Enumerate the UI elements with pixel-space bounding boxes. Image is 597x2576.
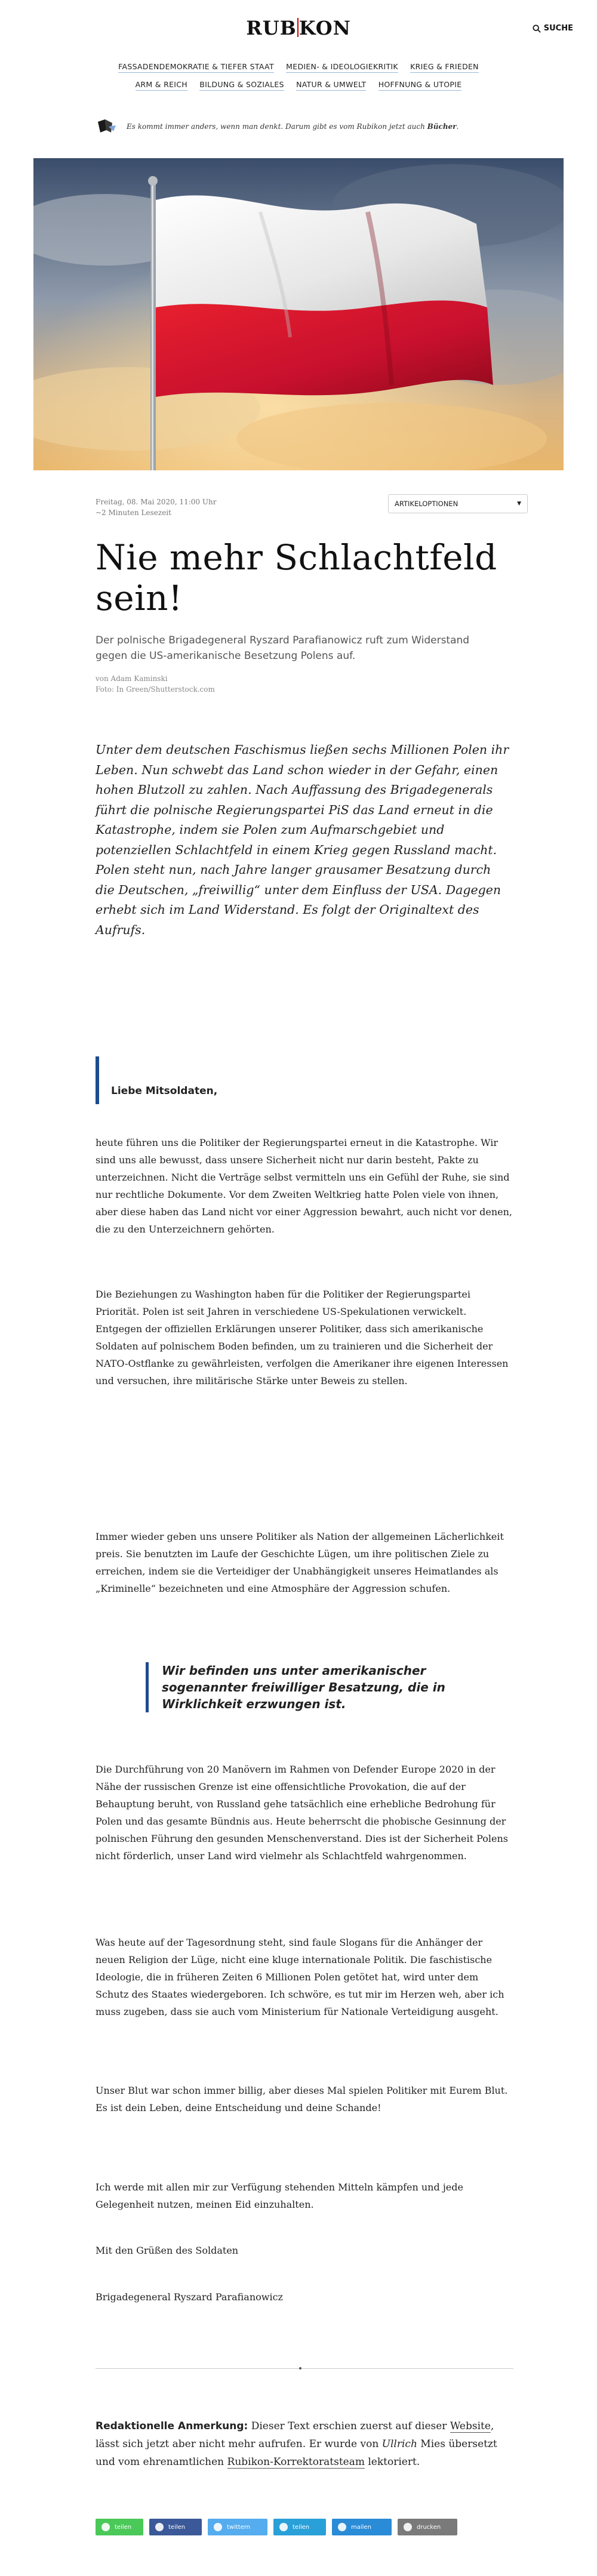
print-icon [404, 2523, 412, 2531]
article-byline [96, 673, 215, 695]
share-label: teilen [168, 2523, 186, 2531]
article-lead: Unter dem deutschen Faschismus ließen sechs Millionen Polen ihr Leben. Nun schwebt das Land schon wieder in der Gefahr, einen hohen Blutzoll zu zahlen. Nach Auffassung des Brigadegenerals führt die polnische Regierungspartei PiS das Land erneut in die Katastrophe, indem sie Polen zum Aufmarschgebiet und potenziellen Schlachtfeld in einem Krieg gegen Russland macht. Polen steht nun, nach Jahre langer grausamer Besatzung durch die Deutschen, „freiwillig“ unter dem Einfluss der USA. Dagegen erhebt sich im Land Widerstand. Es folgt der Originaltext des Aufrufs. [96, 742, 509, 937]
promo-text [127, 122, 458, 131]
telegram-share-button[interactable] [273, 2519, 326, 2535]
promo-end: . [456, 122, 459, 131]
search-button[interactable] [533, 24, 573, 33]
body-paragraph: Was heute auf der Tagesordnung steht, sind faule Slogans für die Anhänger der neuen Religion der Lüge, nicht eine kluge internationale Politik. Die faschistische Ideologie, die in früheren Zeiten 6 Millionen Polen getötet hat, wird unter dem Schutz des Staates wiedergeboren. Ich schwöre, es tut mir im Herzen weh, aber ich muss zugeben, dass sie auch vom Ministerium für Nationale Verteidigung ausgeht. [96, 1937, 504, 2017]
book-icon [96, 118, 116, 135]
article-options-dropdown[interactable] [388, 494, 528, 513]
body-paragraph: Die Durchführung von 20 Manövern im Rahmen von Defender Europe 2020 in der Nähe der russischen Grenze ist eine offensichtliche Provokation, die auf der Behauptung beruht, von Russland gehe tatsächlich eine erhebliche Bedrohung für Polen und das gesamte Bündnis aus. Heute beherrscht die phobische Gesinnung der polnischen Führung den gesunden Menschenverstand. Dies ist der Sicherheit Polens nicht förderlich, unser Land wird vielmehr als Schlachtfeld wahrgenommen. [96, 1764, 508, 1862]
search-icon [533, 24, 541, 33]
nav-item[interactable]: FASSADENDEMOKRATIE & TIEFER STAAT [118, 62, 274, 73]
note-text: Dieser Text erschien zuerst auf dieser [248, 2420, 450, 2432]
promo-sentence: Es kommt immer anders, wenn man denkt. Darum gibt es vom Rubikon jetzt auch [127, 122, 427, 131]
twitter-icon [214, 2523, 222, 2531]
share-label: mailen [351, 2523, 371, 2531]
author[interactable]: von Adam Kaminski [96, 674, 168, 683]
body-paragraph: Immer wieder geben uns unsere Politiker als Nation der allgemeinen Lächerlichkeit preis. Sie benutzten im Laufe der Geschichte Lügen, um ihre politischen Ziele zu erreichen, indem sie die Verteidiger der Unabhängigkeit unseres Heimatlandes als „Kriminelle“ bezeichneten und eine Atmosphäre der Aggression schufen. [96, 1531, 504, 1594]
hero-image [33, 158, 564, 470]
book-promo [96, 118, 513, 135]
letter-signature: Brigadegeneral Ryszard Parafianowicz [96, 2291, 283, 2303]
logo-red-bar [297, 18, 298, 37]
nav-item[interactable]: ARM & REICH [136, 80, 187, 91]
nav-row-1 [0, 62, 597, 73]
promo-books-link[interactable]: Bücher [427, 122, 457, 131]
email-share-button[interactable] [332, 2519, 392, 2535]
email-icon [338, 2523, 346, 2531]
article-meta [96, 497, 216, 518]
note-text: lektoriert. [364, 2456, 420, 2468]
nav-item[interactable]: MEDIEN- & IDEOLOGIEKRITIK [286, 62, 398, 73]
nav-item[interactable]: HOFFNUNG & UTOPIE [378, 80, 462, 91]
note-translator-name: Ullrich [381, 2438, 417, 2450]
divider [96, 2368, 513, 2369]
site-header [0, 0, 597, 60]
note-text: Mies übersetzt und vom ehrenamtlichen [96, 2438, 497, 2468]
nav-item[interactable]: BILDUNG & SOZIALES [199, 80, 284, 91]
article-options-label: ARTIKELOPTIONEN [395, 500, 458, 508]
logo-text-right: KON [298, 17, 351, 39]
body-paragraph: Unser Blut war schon immer billig, aber dieses Mal spielen Politiker mit Eurem Blut. Es ist dein Leben, deine Entscheidung und deine Schande! [96, 2085, 508, 2113]
nav-row-2 [0, 80, 597, 91]
editorial-note [96, 2417, 513, 2471]
print-button[interactable] [398, 2519, 457, 2535]
share-label: drucken [417, 2523, 441, 2531]
whatsapp-share-button[interactable] [96, 2519, 143, 2535]
twitter-share-button[interactable] [208, 2519, 267, 2535]
share-label: twittern [227, 2523, 251, 2531]
reading-time: ~2 Minuten Lesezeit [96, 509, 171, 517]
body-paragraph: Ich werde mit allen mir zur Verfügung stehenden Mitteln kämpfen und jede Gelegenheit nutzen, meinen Eid einzuhalten. [96, 2181, 463, 2210]
category-nav [0, 62, 597, 98]
article-title: Nie mehr Schlachtfeld sein! [96, 537, 497, 618]
whatsapp-icon [101, 2523, 110, 2531]
pull-quote: Wir befinden uns unter amerikanischer sogenannter freiwilliger Besatzung, die in Wirklichkeit erzwungen ist. [146, 1662, 513, 1712]
photo-credit: Foto: In Green/Shutterstock.com [96, 685, 215, 694]
nav-item[interactable]: KRIEG & FRIEDEN [410, 62, 479, 73]
note-label: Redaktionelle Anmerkung: [96, 2420, 248, 2432]
share-bar [96, 2519, 457, 2535]
share-label: teilen [115, 2523, 132, 2531]
nav-item[interactable]: NATUR & UMWELT [296, 80, 366, 91]
divider-dot [299, 2367, 301, 2369]
letter-salutation [96, 1056, 217, 1104]
share-label: teilen [293, 2523, 310, 2531]
body-paragraph: heute führen uns die Politiker der Regierungspartei erneut in die Katastrophe. Wir sind uns alle bewusst, dass unsere Sicherheit nicht nur darin besteht, Pakte zu unterzeichnen. Nicht die Verträge selbst vermitteln uns ein Gefühl der Ruhe, sie sind nur rechtliche Dokumente. Vor dem Zweiten Weltkrieg hatte Polen viele von ihnen, aber diese haben das Land nicht vor einer Aggression bewahrt, auch nicht vor denen, die zu den Unterzeichnern gehörten. [96, 1137, 512, 1235]
body-paragraph: Mit den Grüßen des Soldaten [96, 2245, 239, 2256]
salutation-text: Liebe Mitsoldaten, [111, 1085, 218, 1097]
facebook-icon [155, 2523, 164, 2531]
note-text: , lässt sich jetzt aber nicht mehr aufrufen. Er wurde von [96, 2420, 494, 2450]
site-logo[interactable] [0, 17, 597, 39]
facebook-share-button[interactable] [149, 2519, 202, 2535]
polish-flag-image [33, 158, 564, 470]
note-korrektorat-link[interactable]: Rubikon-Korrektoratsteam [227, 2456, 365, 2468]
search-label: SUCHE [543, 24, 573, 33]
body-paragraph: Die Beziehungen zu Washington haben für die Politiker der Regierungspartei Priorität. Polen ist seit Jahren in verschiedene US-Spekulationen verwickelt. Entgegen der offiziellen Erklärungen unserer Politiker, dass sich amerikanische Soldaten auf polnischem Boden befinden, um zu trainieren und die Sicherheit der NATO-Ostflanke zu gewährleisten, verfolgen die Amerikaner ihre eigenen Interessen und versuchen, ihre militärische Stärke unter Beweis zu stellen. [96, 1289, 509, 1386]
logo-text-left: RUB [246, 17, 297, 39]
note-website-link[interactable]: Website [450, 2420, 491, 2432]
article-subtitle: Der polnische Brigadegeneral Ryszard Parafianowicz ruft zum Widerstand gegen die US-amerikanische Besetzung Polens auf. [96, 634, 470, 662]
chevron-down-icon: ▼ [517, 501, 521, 507]
telegram-icon [279, 2523, 288, 2531]
article-date: Freitag, 08. Mai 2020, 11:00 Uhr [96, 498, 217, 506]
